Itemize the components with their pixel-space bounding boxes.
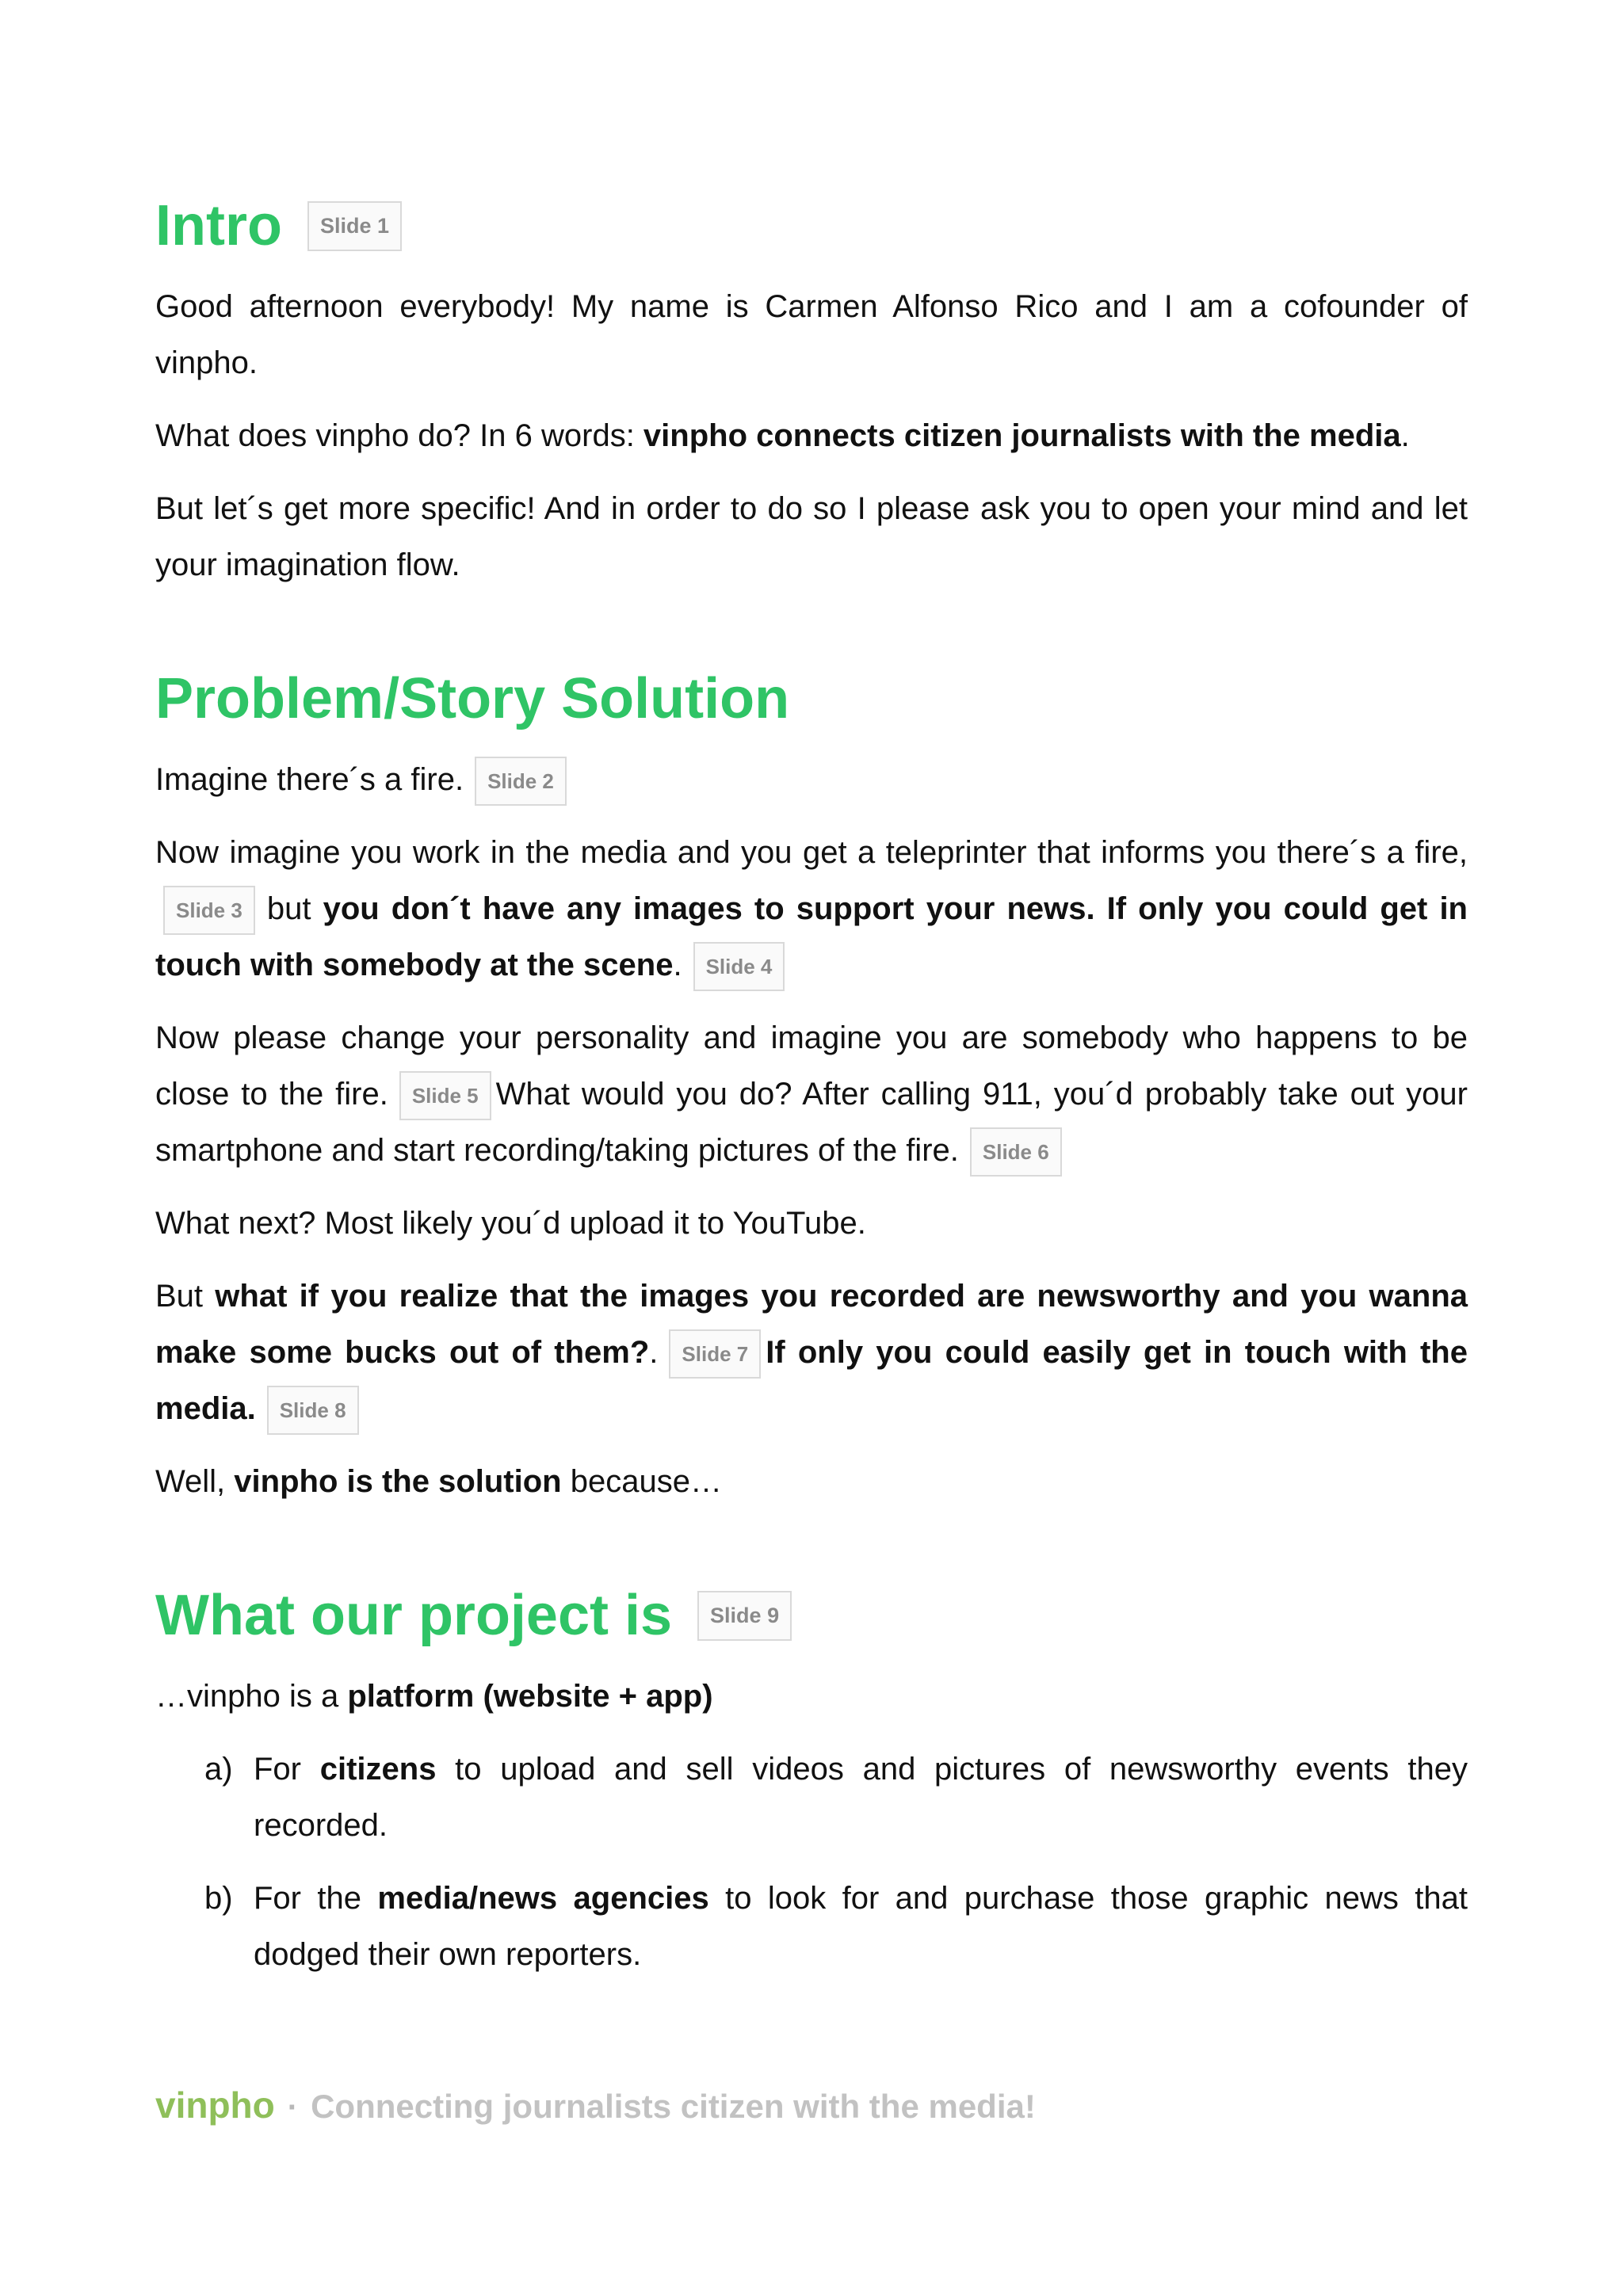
text-span: Now imagine you work in the media and you get a teleprinter that informs you there´s a fire, [155, 835, 1468, 870]
text-span: Imagine there´s a fire. [155, 762, 464, 797]
problem-paragraph-2 [155, 825, 1468, 994]
bold-text: you don´t have any images to support your news. If only you could get in touch with somebody at the scene [155, 891, 1468, 982]
bold-text: citizens [319, 1752, 437, 1787]
text-span: because… [561, 1464, 722, 1499]
slide-tag: Slide 8 [267, 1386, 359, 1435]
text-span: For the [254, 1881, 378, 1916]
list-item-text [254, 1741, 1468, 1854]
bold-text: platform (website + app) [347, 1679, 713, 1714]
footer-tagline: Connecting journalists citizen with the media! [311, 2088, 1036, 2125]
list-marker: a) [204, 1752, 233, 1787]
text-span: …vinpho is a [155, 1679, 348, 1714]
footer-brand: vinpho [155, 2084, 275, 2126]
slide-tag: Slide 2 [475, 757, 567, 806]
bold-text: vinpho is the solution [234, 1464, 562, 1499]
text-span: . [1400, 418, 1410, 453]
list-item [155, 1741, 1468, 1854]
list-item [155, 1871, 1468, 1983]
bold-text: If only you could easily get in touch with the media. [155, 1335, 1468, 1426]
page-footer [155, 2084, 1036, 2126]
text-span: . [649, 1335, 659, 1370]
bold-text: vinpho connects citizen journalists with the media [643, 418, 1401, 453]
intro-paragraph-1: Good afternoon everybody! My name is Carmen Alfonso Rico and I am a cofounder of vinpho. [155, 289, 1468, 380]
project-heading [155, 1580, 1468, 1651]
text-span: Well, [155, 1464, 235, 1499]
problem-paragraph-5 [155, 1268, 1468, 1437]
footer-separator: · [287, 2090, 299, 2125]
problem-paragraph-4: What next? Most likely you´d upload it to YouTube. [155, 1206, 866, 1241]
slide-tag: Slide 5 [399, 1071, 491, 1120]
text-span: What does vinpho do? In 6 words: [155, 418, 643, 453]
bold-text: what if you realize that the images you recorded are newsworthy and you wanna make some bucks out of them? [155, 1279, 1468, 1370]
text-span: . [673, 948, 682, 982]
text-span: to look for and purchase those graphic news that dodged their own reporters. [254, 1881, 1468, 1972]
problem-paragraph-1 [155, 752, 1468, 808]
problem-paragraph-6 [155, 1454, 1468, 1510]
project-heading-text: What our project is [155, 1584, 673, 1647]
text-span: For [254, 1752, 320, 1787]
list-item-text [254, 1871, 1468, 1983]
slide-tag: Slide 9 [697, 1591, 792, 1641]
intro-heading-text: Intro [155, 194, 282, 257]
slide-tag: Slide 3 [163, 886, 255, 935]
text-span: to upload and sell videos and pictures of newsworthy events they recorded. [254, 1752, 1468, 1843]
intro-paragraph-3: But let´s get more specific! And in order to do so I please ask you to open your mind and let your imagination flow. [155, 491, 1468, 582]
intro-heading [155, 190, 1468, 261]
project-paragraph-1 [155, 1669, 1468, 1725]
slide-tag: Slide 4 [693, 942, 785, 991]
list-marker: b) [204, 1881, 233, 1916]
slide-tag: Slide 6 [970, 1127, 1062, 1177]
slide-tag: Slide 7 [669, 1329, 761, 1379]
problem-heading-text: Problem/Story Solution [155, 667, 790, 730]
text-span: Now please change your personality and imagine you are somebody who happens to be close to the fire. [155, 1020, 1468, 1112]
document-body [155, 190, 1468, 2000]
problem-paragraph-3 [155, 1010, 1468, 1179]
project-list [155, 1741, 1468, 1983]
intro-paragraph-2 [155, 408, 1468, 464]
text-span: But [155, 1279, 216, 1314]
slide-tag: Slide 1 [307, 201, 402, 251]
text-span: but [254, 891, 323, 926]
bold-text: media/news agencies [377, 1881, 709, 1916]
text-span: What would you do? After calling 911, you´d probably take out your smartphone and start recording/taking pictures of the fire. [155, 1077, 1468, 1168]
problem-heading [155, 663, 1468, 734]
